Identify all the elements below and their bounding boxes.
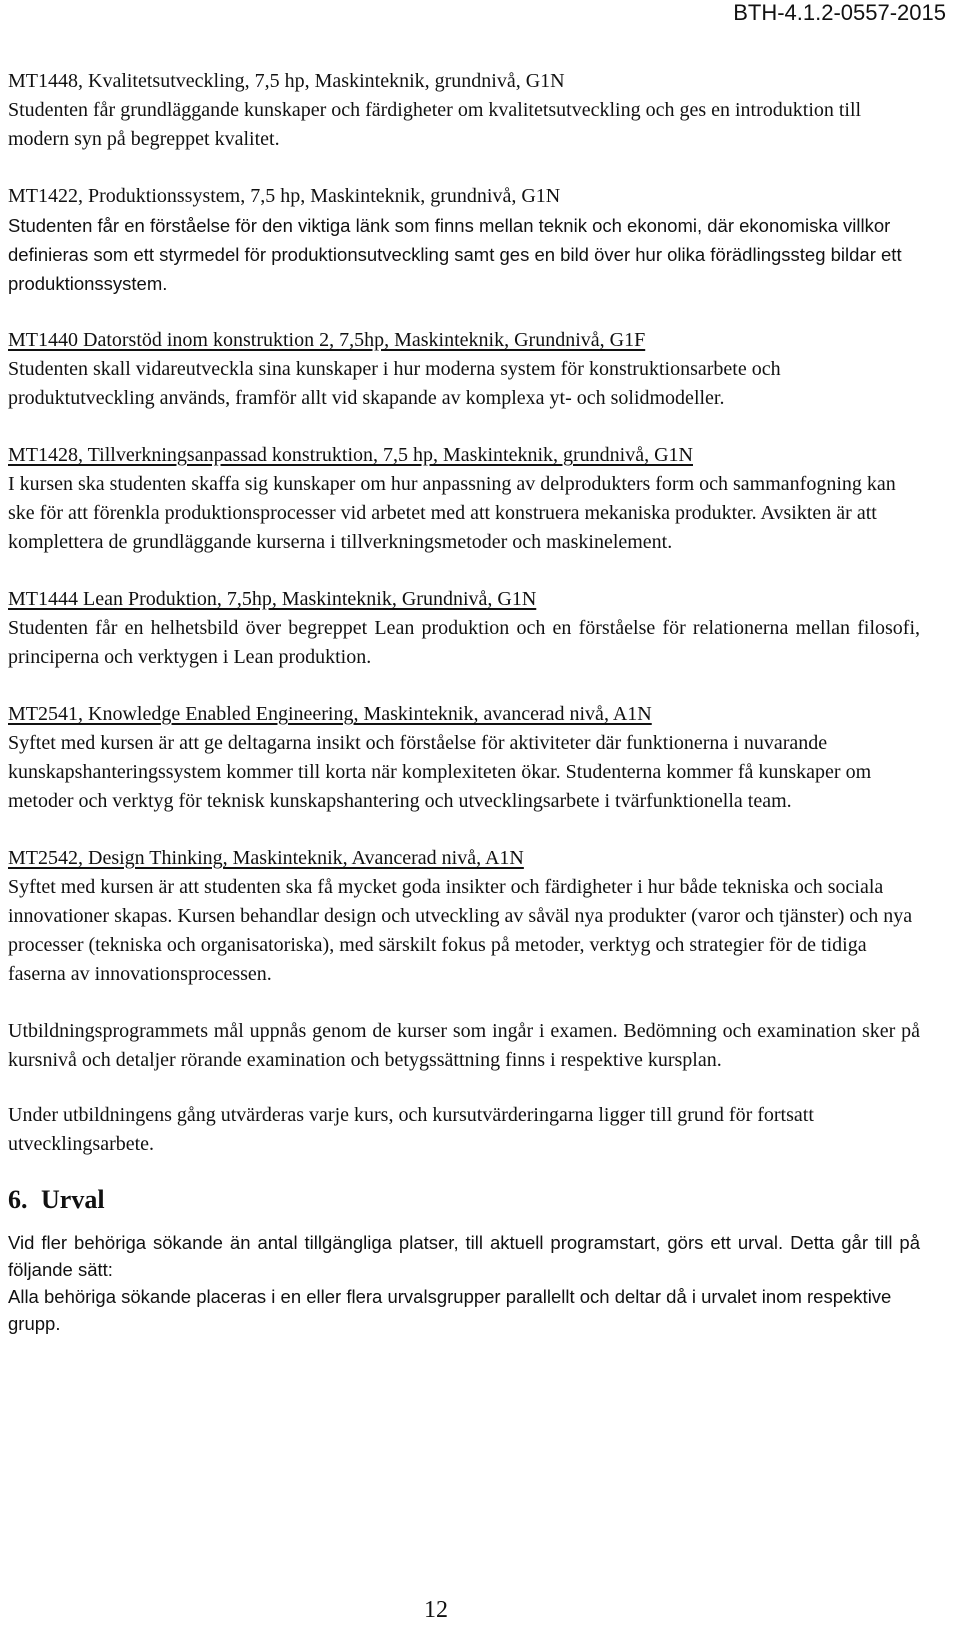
course-mt1440 [8, 326, 920, 413]
section-number: 6. [8, 1185, 28, 1214]
course-mt2542 [8, 844, 920, 989]
page-number: 12 [424, 1597, 448, 1623]
course-description: Syftet med kursen är att ge deltagarna insikt och förståelse för aktiviteter där funktionerna i nuvarande kunskapshanteringssystem kommer till korta när komplexiteten ökar. Studenterna kommer få kunskaper om metoder och verktyg för teknisk kunskapshantering och utvecklingsarbete i tvärfunktionella team. [8, 732, 872, 812]
goals-paragraph: Utbildningsprogrammets mål uppnås genom de kurser som ingår i examen. Bedömning och examination sker på kursnivå och detaljer rörande examination och betygssättning finns i respektive kursplan. [8, 1020, 920, 1071]
course-description: Studenten får grundläggande kunskaper och färdigheter om kvalitetsutveckling och ges en introduktion till modern syn på begreppet kvalitet. [8, 99, 862, 150]
course-title: MT1422, Produktionssystem, 7,5 hp, Maskinteknik, grundnivå, G1N [8, 185, 561, 207]
course-mt1444 [8, 585, 920, 672]
section-title: Urval [41, 1185, 105, 1214]
document-body [8, 67, 920, 1337]
course-title: MT1428, Tillverkningsanpassad konstruktion, 7,5 hp, Maskinteknik, grundnivå, G1N [8, 444, 693, 466]
course-title: MT1444 Lean Produktion, 7,5hp, Maskinteknik, Grundnivå, G1N [8, 588, 537, 610]
course-mt1428 [8, 441, 920, 557]
course-title: MT2542, Design Thinking, Maskinteknik, Avancerad nivå, A1N [8, 847, 524, 869]
evaluation-paragraph: Under utbildningens gång utvärderas varje kurs, och kursutvärderingarna ligger till grund för fortsatt utvecklingsarbete. [8, 1104, 814, 1155]
course-title: MT1440 Datorstöd inom konstruktion 2, 7,5hp, Maskinteknik, Grundnivå, G1F [8, 329, 646, 351]
selection-intro: Vid fler behöriga sökande än antal tillgängliga platser, till aktuell programstart, görs ett urval. Detta går till på följande sätt: [8, 1232, 920, 1280]
section-heading [8, 1185, 920, 1215]
document-code: BTH-4.1.2-0557-2015 [733, 0, 946, 25]
course-mt1422 [8, 182, 920, 298]
selection-rule: Alla behöriga sökande placeras i en eller flera urvalsgrupper parallellt och deltar då i urvalet inom respektive grupp. [8, 1286, 892, 1334]
course-mt1448 [8, 67, 920, 154]
course-description: I kursen ska studenten skaffa sig kunskaper om hur anpassning av delprodukters form och sammanfogning kan ske för att förenkla produktionsprocesser vid arbetet med att konstruera mekaniska produkter. Avsikten är att komplettera de grundläggande kurserna i tillverkningsmetoder och maskinelement. [8, 473, 896, 553]
course-description: Studenten får en helhetsbild över begreppet Lean produktion och en förståelse för relationerna mellan filosofi, principerna och verktygen i Lean produktion. [8, 617, 920, 668]
course-mt2541 [8, 700, 920, 816]
course-description: Studenten får en förståelse för den viktiga länk som finns mellan teknik och ekonomi, där ekonomiska villkor definieras som ett styrmedel för produktionsutveckling samt ges en bild över hur olika förädlingssteg bildar ett produktionssystem. [8, 215, 902, 294]
course-title: MT1448, Kvalitetsutveckling, 7,5 hp, Maskinteknik, grundnivå, G1N [8, 70, 565, 92]
course-description: Syftet med kursen är att studenten ska få mycket goda insikter och färdigheter i hur både tekniska och sociala innovationer skapas. Kursen behandlar design och utveckling av såväl nya produkter (varor och tjänster) och nya processer (tekniska och organisatoriska), med särskilt fokus på metoder, verktyg och strategier för de tidiga faserna av innovationsprocessen. [8, 876, 913, 985]
course-title: MT2541, Knowledge Enabled Engineering, Maskinteknik, avancerad nivå, A1N [8, 703, 652, 725]
course-description: Studenten skall vidareutveckla sina kunskaper i hur moderna system för konstruktionsarbete och produktutveckling används, framför allt vid skapande av komplexa yt- och solidmodeller. [8, 358, 781, 409]
